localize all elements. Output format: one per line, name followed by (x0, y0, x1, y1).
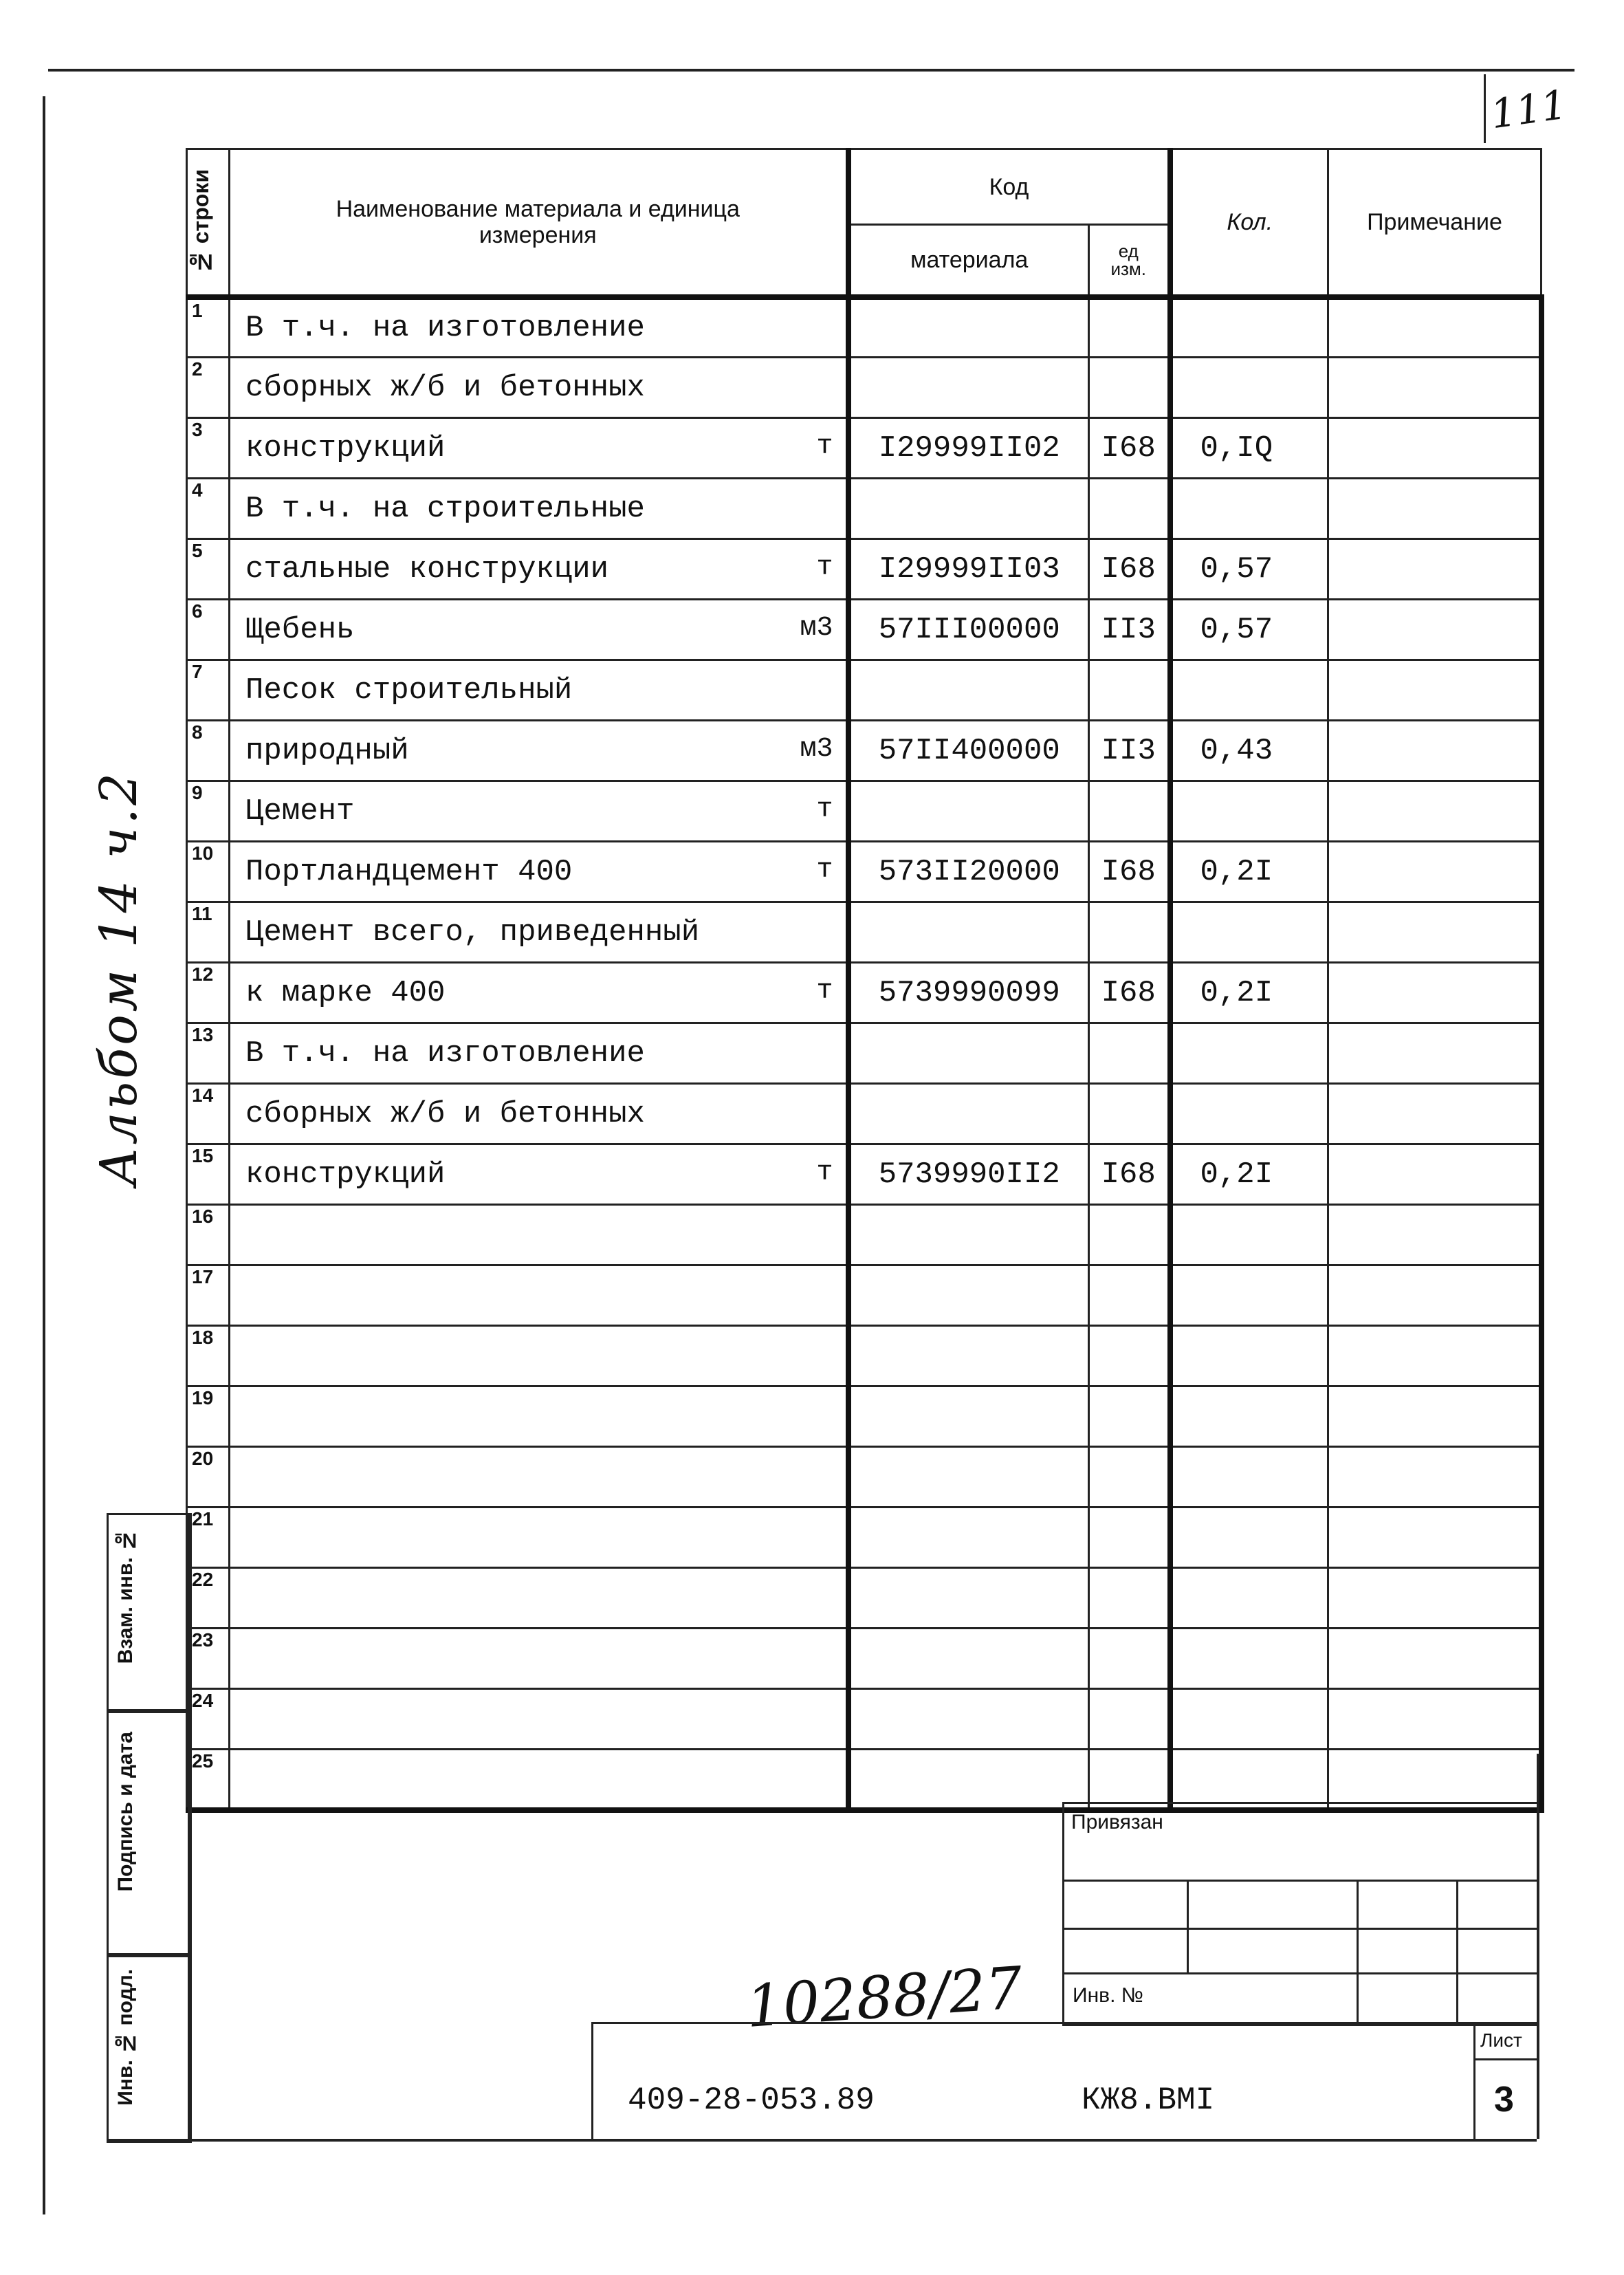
stamp-inv-original: Инв. № подл. (107, 1953, 192, 2143)
unit-code (1089, 1205, 1170, 1265)
material-name-text: к марке 400 (245, 975, 446, 1010)
unit-code (1089, 1386, 1170, 1447)
note (1328, 358, 1541, 418)
quantity (1170, 1205, 1328, 1265)
note (1328, 781, 1541, 842)
material-name-text: Щебень (245, 612, 355, 647)
material-name (230, 1689, 848, 1750)
table-row (187, 1629, 1541, 1689)
header-note: Примечание (1328, 149, 1541, 297)
unit-code (1089, 902, 1170, 963)
material-code (848, 1750, 1089, 1810)
row-number: 18 (187, 1326, 230, 1386)
quantity (1170, 1750, 1328, 1810)
handwritten-number: 10288/27 (744, 1954, 1025, 2040)
table-row (187, 1205, 1541, 1265)
table-row (187, 721, 1541, 781)
note (1328, 1205, 1541, 1265)
material-code (848, 902, 1089, 963)
material-code (848, 1205, 1089, 1265)
note (1328, 1689, 1541, 1750)
row-number: 10 (187, 842, 230, 902)
stamp-signature-date: Подпись и дата (107, 1709, 192, 1957)
material-code: 573II20000 (848, 842, 1089, 902)
table-row (187, 539, 1541, 600)
quantity: 0,2I (1170, 1144, 1328, 1205)
unit-text: т (816, 552, 833, 583)
material-code (848, 1265, 1089, 1326)
quantity: 0,2I (1170, 963, 1328, 1023)
table-row (187, 358, 1541, 418)
material-code (848, 1689, 1089, 1750)
row-number: 25 (187, 1750, 230, 1810)
unit-code (1089, 1023, 1170, 1084)
frame-top-line (48, 69, 1574, 72)
note (1328, 297, 1541, 358)
corner-divider (1484, 74, 1486, 143)
material-code: 5739990099 (848, 963, 1089, 1023)
row-number: 19 (187, 1386, 230, 1447)
material-code (848, 479, 1089, 539)
doc-title-block (591, 2022, 1539, 2141)
header-quantity: Кол. (1170, 149, 1328, 297)
unit-text: т (816, 431, 833, 462)
material-name (230, 1084, 848, 1144)
note (1328, 1023, 1541, 1084)
row-number: 7 (187, 660, 230, 721)
material-name (230, 902, 848, 963)
note (1328, 842, 1541, 902)
material-name (230, 1326, 848, 1386)
material-name (230, 660, 848, 721)
row-number: 23 (187, 1629, 230, 1689)
material-name-text: конструкций (245, 431, 446, 466)
unit-text: м3 (800, 733, 833, 765)
table-row (187, 1084, 1541, 1144)
quantity (1170, 1386, 1328, 1447)
unit-code (1089, 1326, 1170, 1386)
quantity (1170, 902, 1328, 963)
unit-text: м3 (800, 612, 833, 644)
quantity: 0,IQ (1170, 418, 1328, 479)
material-code: 5739990II2 (848, 1144, 1089, 1205)
material-code: 57II400000 (848, 721, 1089, 781)
note (1328, 1568, 1541, 1629)
unit-code (1089, 1689, 1170, 1750)
material-code (848, 1023, 1089, 1084)
row-number: 20 (187, 1447, 230, 1507)
row-number: 6 (187, 600, 230, 660)
material-name (230, 781, 848, 842)
material-name-text: Цемент (245, 794, 355, 829)
table-row (187, 963, 1541, 1023)
unit-text: т (816, 975, 833, 1007)
table-row (187, 1568, 1541, 1629)
unit-code (1089, 1507, 1170, 1568)
material-name-text: Цемент всего, приведенный (245, 915, 700, 950)
table-row (187, 1507, 1541, 1568)
quantity (1170, 479, 1328, 539)
quantity: 0,57 (1170, 600, 1328, 660)
unit-text: т (816, 1157, 833, 1188)
table-row (187, 1386, 1541, 1447)
materials-table (186, 148, 1544, 1813)
quantity (1170, 660, 1328, 721)
sheet-label: Лист (1480, 2029, 1522, 2051)
row-number: 13 (187, 1023, 230, 1084)
material-code (848, 1084, 1089, 1144)
material-name-text: сборных ж/б и бетонных (245, 1096, 645, 1131)
unit-code: II3 (1089, 600, 1170, 660)
material-name (230, 1507, 848, 1568)
unit-code (1089, 1629, 1170, 1689)
sheet-number: 3 (1494, 2080, 1514, 2120)
material-name (230, 600, 848, 660)
table-row (187, 1750, 1541, 1810)
material-code (848, 358, 1089, 418)
row-number: 14 (187, 1084, 230, 1144)
material-code (848, 1568, 1089, 1629)
unit-text: т (816, 794, 833, 825)
note (1328, 600, 1541, 660)
stamp-vzam-inv: Взам. инв. № (107, 1513, 192, 1713)
row-number: 12 (187, 963, 230, 1023)
row-number: 11 (187, 902, 230, 963)
handwritten-page-number: 111 (1487, 80, 1570, 138)
header-code: Код (848, 149, 1170, 225)
material-code (848, 297, 1089, 358)
material-name (230, 1568, 848, 1629)
note (1328, 1326, 1541, 1386)
material-code (848, 1447, 1089, 1507)
table-row (187, 297, 1541, 358)
unit-code (1089, 1265, 1170, 1326)
material-name (230, 358, 848, 418)
material-name-text: Портландцемент 400 (245, 854, 573, 889)
quantity (1170, 1023, 1328, 1084)
table-row (187, 842, 1541, 902)
row-number: 21 (187, 1507, 230, 1568)
table-row (187, 600, 1541, 660)
header-material-name: Наименование материала и единица измерения (230, 149, 848, 297)
note (1328, 1084, 1541, 1144)
row-number: 3 (187, 418, 230, 479)
row-number: 2 (187, 358, 230, 418)
note (1328, 1507, 1541, 1568)
unit-code: I68 (1089, 963, 1170, 1023)
quantity (1170, 1265, 1328, 1326)
note (1328, 479, 1541, 539)
quantity (1170, 358, 1328, 418)
table-row (187, 781, 1541, 842)
material-code: I29999II02 (848, 418, 1089, 479)
material-name (230, 721, 848, 781)
unit-code: I68 (1089, 842, 1170, 902)
quantity (1170, 1084, 1328, 1144)
table-row (187, 1023, 1541, 1084)
row-number: 8 (187, 721, 230, 781)
quantity (1170, 1689, 1328, 1750)
material-name (230, 1265, 848, 1326)
material-name (230, 963, 848, 1023)
material-name (230, 418, 848, 479)
table-row (187, 1144, 1541, 1205)
header-row-number: № строки (187, 149, 230, 297)
unit-code: I68 (1089, 418, 1170, 479)
row-number: 5 (187, 539, 230, 600)
unit-code (1089, 479, 1170, 539)
material-name-text: В т.ч. на изготовление (245, 1036, 645, 1071)
unit-code (1089, 660, 1170, 721)
row-number: 22 (187, 1568, 230, 1629)
note (1328, 1447, 1541, 1507)
note (1328, 418, 1541, 479)
frame-left-line (43, 96, 45, 2214)
material-name-text: В т.ч. на строительные (245, 491, 645, 526)
material-name (230, 1629, 848, 1689)
unit-code: II3 (1089, 721, 1170, 781)
material-name-text: В т.ч. на изготовление (245, 310, 645, 345)
table-row (187, 1326, 1541, 1386)
material-name-text: сборных ж/б и бетонных (245, 370, 645, 405)
material-name (230, 297, 848, 358)
note (1328, 1265, 1541, 1326)
unit-code (1089, 1750, 1170, 1810)
material-code (848, 1386, 1089, 1447)
table-row (187, 1447, 1541, 1507)
note (1328, 1144, 1541, 1205)
material-name-text: конструкций (245, 1157, 446, 1192)
unit-code (1089, 1447, 1170, 1507)
inv-no-label: Инв. № (1073, 1984, 1143, 2007)
material-name-text: природный (245, 733, 409, 768)
note (1328, 1629, 1541, 1689)
quantity (1170, 297, 1328, 358)
material-code: 57III00000 (848, 600, 1089, 660)
material-name (230, 1386, 848, 1447)
material-name (230, 1205, 848, 1265)
album-note: Альбом 14 ч.2 (89, 770, 149, 1186)
material-name (230, 539, 848, 600)
material-name (230, 479, 848, 539)
row-number: 4 (187, 479, 230, 539)
table-row (187, 902, 1541, 963)
unit-text: т (816, 854, 833, 886)
doc-code: КЖ8.ВМI (1082, 2082, 1215, 2118)
privyazan-block: Привязан Инв. № (1062, 1802, 1539, 2026)
note (1328, 1386, 1541, 1447)
row-number: 17 (187, 1265, 230, 1326)
unit-code (1089, 781, 1170, 842)
quantity (1170, 1507, 1328, 1568)
unit-code (1089, 1568, 1170, 1629)
unit-code (1089, 358, 1170, 418)
stamp-column-divider (188, 1513, 190, 2139)
material-code (848, 1629, 1089, 1689)
row-number: 24 (187, 1689, 230, 1750)
table-row (187, 418, 1541, 479)
unit-code: I68 (1089, 1144, 1170, 1205)
note (1328, 660, 1541, 721)
doc-number: 409-28-053.89 (628, 2082, 875, 2118)
material-code (848, 1507, 1089, 1568)
quantity (1170, 1568, 1328, 1629)
header-code-material: материала (848, 225, 1089, 297)
note (1328, 1750, 1541, 1810)
note (1328, 902, 1541, 963)
row-number: 16 (187, 1205, 230, 1265)
table-row (187, 1265, 1541, 1326)
material-code (848, 660, 1089, 721)
quantity: 0,2I (1170, 842, 1328, 902)
material-code: I29999II03 (848, 539, 1089, 600)
material-name (230, 1023, 848, 1084)
material-name (230, 1447, 848, 1507)
note (1328, 721, 1541, 781)
note (1328, 963, 1541, 1023)
table-row (187, 660, 1541, 721)
unit-code: I68 (1089, 539, 1170, 600)
material-name (230, 1750, 848, 1810)
row-number: 15 (187, 1144, 230, 1205)
unit-code (1089, 1084, 1170, 1144)
quantity (1170, 1447, 1328, 1507)
material-name-text: Песок строительный (245, 673, 573, 708)
material-code (848, 1326, 1089, 1386)
note (1328, 539, 1541, 600)
material-name (230, 842, 848, 902)
quantity: 0,43 (1170, 721, 1328, 781)
row-number: 9 (187, 781, 230, 842)
quantity (1170, 1629, 1328, 1689)
unit-code (1089, 297, 1170, 358)
quantity: 0,57 (1170, 539, 1328, 600)
table-row (187, 1689, 1541, 1750)
row-number: 1 (187, 297, 230, 358)
header-code-unit: ед изм. (1089, 225, 1170, 297)
quantity (1170, 1326, 1328, 1386)
material-name (230, 1144, 848, 1205)
material-name-text: стальные конструкции (245, 552, 609, 587)
quantity (1170, 781, 1328, 842)
material-code (848, 781, 1089, 842)
table-row (187, 479, 1541, 539)
